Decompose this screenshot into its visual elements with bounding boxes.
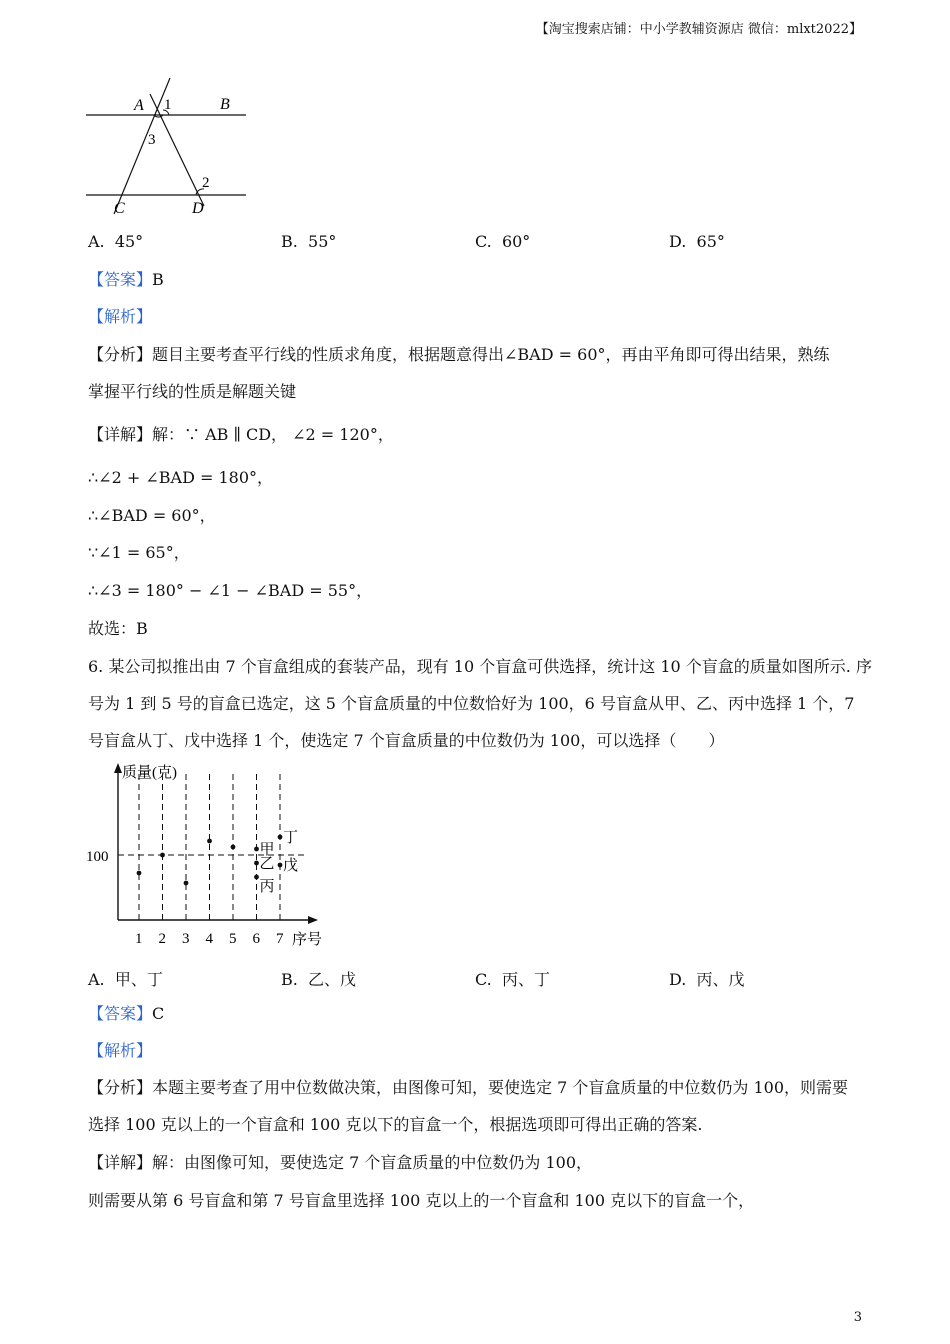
q6-stem-line1: 6. 某公司拟推出由 7 个盲盒组成的套装产品，现有 10 个盲盒可供选择，统计这 10 个盲盒的质量如图所示. 序 xyxy=(88,657,872,676)
x-tick-7: 7 xyxy=(276,931,284,947)
line-ad xyxy=(150,94,204,206)
data-point-戊 xyxy=(278,863,283,868)
x-tick-3: 3 xyxy=(182,931,190,947)
q5-option-d: D. 65° xyxy=(669,232,725,251)
q6-fenxi-line2: 选择 100 克以上的一个盲盒和 100 克以下的盲盒一个，根据选项即可得出正确的答案. xyxy=(88,1115,703,1134)
data-point-丁 xyxy=(278,835,283,840)
q6-detail-line2: 则需要从第 6 号盲盒和第 7 号盲盒里选择 100 克以上的一个盲盒和 100 克以下的盲盒一个， xyxy=(88,1191,755,1210)
x-tick-4: 4 xyxy=(205,931,213,947)
data-point-box-1 xyxy=(137,871,142,876)
q6-stem-line3: 号盲盒从丁、戊中选择 1 个，使选定 7 个盲盒质量的中位数仍为 100，可以选择（ ） xyxy=(88,731,725,750)
x-tick-1: 1 xyxy=(135,931,143,947)
label-3: 3 xyxy=(148,132,156,148)
q5-step3: ∵∠1 = 65°， xyxy=(88,543,190,562)
q6-option-d: D. 丙、戊 xyxy=(669,970,745,989)
q5-fenxi-line1: 【分析】题目主要考查平行线的性质求角度，根据题意得出∠BAD = 60°，再由平角即可得出结果，熟练 xyxy=(88,345,830,364)
q5-fenxi-line2: 掌握平行线的性质是解题关键 xyxy=(88,382,297,401)
q5-detail-line1: 【详解】解：∵ AB ∥ CD， ∠2 = 120°， xyxy=(88,425,394,444)
q6-stem-line2: 号为 1 到 5 号的盲盒已选定，这 5 个盲盒质量的中位数恰好为 100，6 号盲盒从甲、乙、丙中选择 1 个，7 xyxy=(88,694,855,713)
point-label-乙: 乙 xyxy=(259,856,275,872)
label-B: B xyxy=(220,96,230,113)
parallel-lines-figure xyxy=(84,74,254,220)
q5-option-a: A. 45° xyxy=(88,232,144,251)
q5-step4: ∴∠3 = 180° − ∠1 − ∠BAD = 55°， xyxy=(88,581,373,600)
page-header: 【淘宝搜索店铺：中小学教辅资源店 微信：mlxt2022】 xyxy=(535,22,862,37)
q6-option-b: B. 乙、戊 xyxy=(281,970,357,989)
data-point-丙 xyxy=(254,875,259,880)
x-tick-5: 5 xyxy=(229,931,237,947)
x-tick-2: 2 xyxy=(158,931,166,947)
q5-analysis-tag: 【解析】 xyxy=(88,307,153,326)
data-point-甲 xyxy=(254,847,259,852)
q6-answer: 【答案】C xyxy=(88,1004,165,1023)
q6-option-a: A. 甲、丁 xyxy=(88,970,163,989)
point-label-戊: 戊 xyxy=(283,858,299,874)
q6-detail-line1: 【详解】解：由图像可知，要使选定 7 个盲盒质量的中位数仍为 100， xyxy=(88,1153,592,1172)
y-axis-arrow xyxy=(114,763,122,773)
x-axis-arrow xyxy=(308,916,318,924)
q6-analysis-tag: 【解析】 xyxy=(88,1041,153,1060)
reference-value-label: 100 xyxy=(86,849,109,865)
data-point-box-5 xyxy=(231,845,236,850)
x-axis-label: 序号 xyxy=(292,932,323,948)
point-label-甲: 甲 xyxy=(259,842,275,858)
label-D: D xyxy=(192,200,204,217)
point-label-丁: 丁 xyxy=(283,830,299,846)
y-axis-label: 质量(克) xyxy=(122,765,177,781)
data-point-box-2 xyxy=(160,853,165,858)
label-1: 1 xyxy=(164,97,172,113)
q5-step2: ∴∠BAD = 60°， xyxy=(88,506,216,525)
x-tick-6: 6 xyxy=(252,931,260,947)
point-label-丙: 丙 xyxy=(259,879,275,895)
q5-conclusion: 故选：B xyxy=(88,619,148,638)
q5-answer: 【答案】B xyxy=(88,270,164,289)
label-C: C xyxy=(114,200,125,217)
page-number: 3 xyxy=(853,1310,862,1325)
q5-step1: ∴∠2 + ∠BAD = 180°， xyxy=(88,468,274,487)
label-2: 2 xyxy=(202,175,210,191)
q6-option-c: C. 丙、丁 xyxy=(475,970,550,989)
label-A: A xyxy=(134,97,144,114)
q5-option-c: C. 60° xyxy=(475,232,531,251)
data-point-box-3 xyxy=(184,881,189,886)
data-point-box-4 xyxy=(207,839,212,844)
mass-scatter-chart xyxy=(84,760,334,952)
q5-option-b: B. 55° xyxy=(281,232,337,251)
q6-fenxi-line1: 【分析】本题主要考查了用中位数做决策，由图像可知，要使选定 7 个盲盒质量的中位数仍为 100，则需要 xyxy=(88,1078,848,1097)
data-point-乙 xyxy=(254,861,259,866)
